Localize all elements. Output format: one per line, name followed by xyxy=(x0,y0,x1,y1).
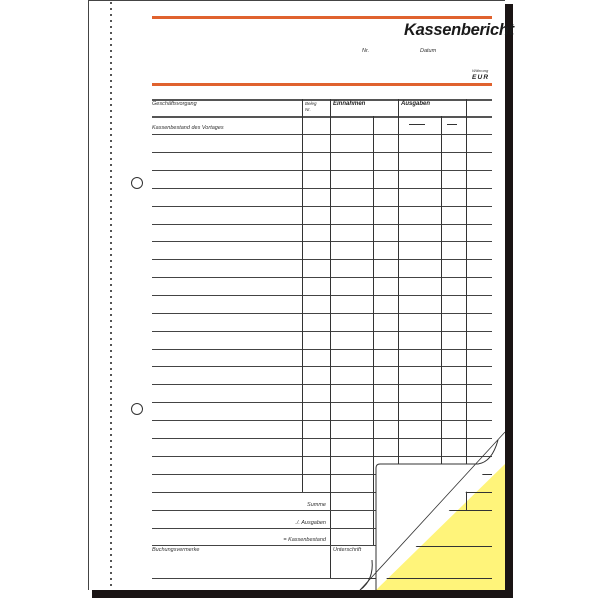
label-summe: Summe xyxy=(307,502,326,508)
label-kassenbestand: = Kassenbestand xyxy=(283,537,326,543)
row-label-vortag: Kassenbestand des Vortages xyxy=(152,125,224,131)
header-beleg: Beleg xyxy=(305,101,317,106)
currency-value: EUR xyxy=(472,74,490,81)
currency-label: Währung xyxy=(472,68,489,73)
datum-label: Datum xyxy=(420,48,437,54)
form-title: Kassenbericht xyxy=(404,21,514,39)
header-nr: Nr. xyxy=(305,107,311,112)
header-einnahmen: Einnahmen xyxy=(333,101,366,107)
label-unterschrift: Unterschrift xyxy=(333,547,362,553)
header-ausgaben: Ausgaben xyxy=(401,101,431,107)
label-buchungsvermerke: Buchungsvermerke xyxy=(152,547,200,553)
label-minus-ausgaben: ./. Ausgaben xyxy=(295,520,326,526)
nr-label: Nr. xyxy=(362,48,370,54)
header-geschaeftsvorgang: Geschäftsvorgang xyxy=(152,101,197,107)
